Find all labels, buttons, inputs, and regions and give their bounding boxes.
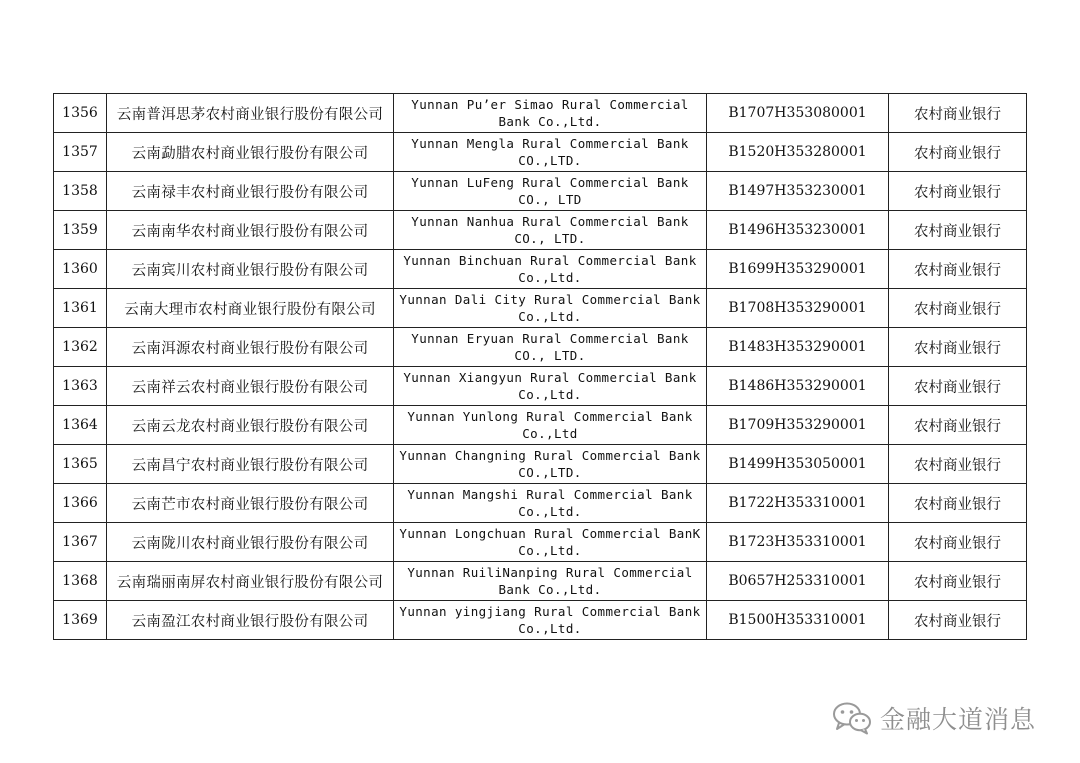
table-row xyxy=(54,367,1027,406)
institution-type: 农村商业银行 xyxy=(889,523,1027,562)
institution-type: 农村商业银行 xyxy=(889,172,1027,211)
wechat-icon xyxy=(832,701,872,735)
table-row xyxy=(54,523,1027,562)
table-row xyxy=(54,250,1027,289)
institution-code: B1723H353310001 xyxy=(707,523,889,562)
institution-code: B1707H353080001 xyxy=(707,94,889,133)
institution-type: 农村商业银行 xyxy=(889,94,1027,133)
table-row xyxy=(54,406,1027,445)
institution-type: 农村商业银行 xyxy=(889,250,1027,289)
row-number: 1359 xyxy=(54,211,107,250)
table-row xyxy=(54,328,1027,367)
institution-code: B1708H353290001 xyxy=(707,289,889,328)
english-bank-name: Yunnan yingjiang Rural Commercial Bank Co.,Ltd. xyxy=(394,601,707,640)
english-bank-name: Yunnan Xiangyun Rural Commercial Bank Co.,Ltd. xyxy=(394,367,707,406)
institution-type: 农村商业银行 xyxy=(889,406,1027,445)
institution-code: B1486H353290001 xyxy=(707,367,889,406)
english-bank-name: Yunnan Binchuan Rural Commercial Bank Co.,Ltd. xyxy=(394,250,707,289)
chinese-bank-name: 云南禄丰农村商业银行股份有限公司 xyxy=(107,172,394,211)
watermark xyxy=(832,698,1036,738)
row-number: 1367 xyxy=(54,523,107,562)
row-number: 1360 xyxy=(54,250,107,289)
chinese-bank-name: 云南芒市农村商业银行股份有限公司 xyxy=(107,484,394,523)
institution-code: B1520H353280001 xyxy=(707,133,889,172)
chinese-bank-name: 云南南华农村商业银行股份有限公司 xyxy=(107,211,394,250)
institution-code: B1699H353290001 xyxy=(707,250,889,289)
table-row xyxy=(54,445,1027,484)
chinese-bank-name: 云南昌宁农村商业银行股份有限公司 xyxy=(107,445,394,484)
institution-code: B0657H253310001 xyxy=(707,562,889,601)
table-row xyxy=(54,211,1027,250)
chinese-bank-name: 云南瑞丽南屏农村商业银行股份有限公司 xyxy=(107,562,394,601)
english-bank-name: Yunnan LuFeng Rural Commercial Bank CO., LTD xyxy=(394,172,707,211)
table-row xyxy=(54,289,1027,328)
english-bank-name: Yunnan RuiliNanping Rural Commercial Bank Co.,Ltd. xyxy=(394,562,707,601)
institution-code: B1722H353310001 xyxy=(707,484,889,523)
institution-type: 农村商业银行 xyxy=(889,328,1027,367)
row-number: 1365 xyxy=(54,445,107,484)
chinese-bank-name: 云南云龙农村商业银行股份有限公司 xyxy=(107,406,394,445)
institution-code: B1709H353290001 xyxy=(707,406,889,445)
chinese-bank-name: 云南普洱思茅农村商业银行股份有限公司 xyxy=(107,94,394,133)
institution-type: 农村商业银行 xyxy=(889,367,1027,406)
english-bank-name: Yunnan Longchuan Rural Commercial BanK Co.,Ltd. xyxy=(394,523,707,562)
chinese-bank-name: 云南洱源农村商业银行股份有限公司 xyxy=(107,328,394,367)
bank-list-table xyxy=(53,93,1027,640)
chinese-bank-name: 云南祥云农村商业银行股份有限公司 xyxy=(107,367,394,406)
row-number: 1361 xyxy=(54,289,107,328)
english-bank-name: Yunnan Changning Rural Commercial Bank CO.,LTD. xyxy=(394,445,707,484)
english-bank-name: Yunnan Eryuan Rural Commercial Bank CO., LTD. xyxy=(394,328,707,367)
table-row xyxy=(54,562,1027,601)
row-number: 1362 xyxy=(54,328,107,367)
english-bank-name: Yunnan Yunlong Rural Commercial Bank Co.,Ltd xyxy=(394,406,707,445)
english-bank-name: Yunnan Mangshi Rural Commercial Bank Co.,Ltd. xyxy=(394,484,707,523)
english-bank-name: Yunnan Mengla Rural Commercial Bank CO.,LTD. xyxy=(394,133,707,172)
institution-code: B1497H353230001 xyxy=(707,172,889,211)
row-number: 1358 xyxy=(54,172,107,211)
institution-type: 农村商业银行 xyxy=(889,133,1027,172)
chinese-bank-name: 云南勐腊农村商业银行股份有限公司 xyxy=(107,133,394,172)
row-number: 1369 xyxy=(54,601,107,640)
table-row xyxy=(54,172,1027,211)
institution-code: B1499H353050001 xyxy=(707,445,889,484)
chinese-bank-name: 云南宾川农村商业银行股份有限公司 xyxy=(107,250,394,289)
institution-type: 农村商业银行 xyxy=(889,484,1027,523)
chinese-bank-name: 云南盈江农村商业银行股份有限公司 xyxy=(107,601,394,640)
watermark-text: 金融大道消息 xyxy=(880,705,1037,734)
chinese-bank-name: 云南大理市农村商业银行股份有限公司 xyxy=(107,289,394,328)
table-row xyxy=(54,484,1027,523)
row-number: 1357 xyxy=(54,133,107,172)
institution-code: B1483H353290001 xyxy=(707,328,889,367)
row-number: 1366 xyxy=(54,484,107,523)
row-number: 1363 xyxy=(54,367,107,406)
institution-type: 农村商业银行 xyxy=(889,289,1027,328)
institution-code: B1496H353230001 xyxy=(707,211,889,250)
institution-type: 农村商业银行 xyxy=(889,562,1027,601)
english-bank-name: Yunnan Dali City Rural Commercial Bank Co.,Ltd. xyxy=(394,289,707,328)
table-body xyxy=(54,94,1027,640)
table-row xyxy=(54,94,1027,133)
row-number: 1364 xyxy=(54,406,107,445)
english-bank-name: Yunnan Pu’er Simao Rural Commercial Bank Co.,Ltd. xyxy=(394,94,707,133)
chinese-bank-name: 云南陇川农村商业银行股份有限公司 xyxy=(107,523,394,562)
institution-type: 农村商业银行 xyxy=(889,445,1027,484)
institution-type: 农村商业银行 xyxy=(889,211,1027,250)
table-row xyxy=(54,601,1027,640)
row-number: 1356 xyxy=(54,94,107,133)
row-number: 1368 xyxy=(54,562,107,601)
institution-code: B1500H353310001 xyxy=(707,601,889,640)
english-bank-name: Yunnan Nanhua Rural Commercial Bank CO., LTD. xyxy=(394,211,707,250)
table-row xyxy=(54,133,1027,172)
institution-type: 农村商业银行 xyxy=(889,601,1027,640)
